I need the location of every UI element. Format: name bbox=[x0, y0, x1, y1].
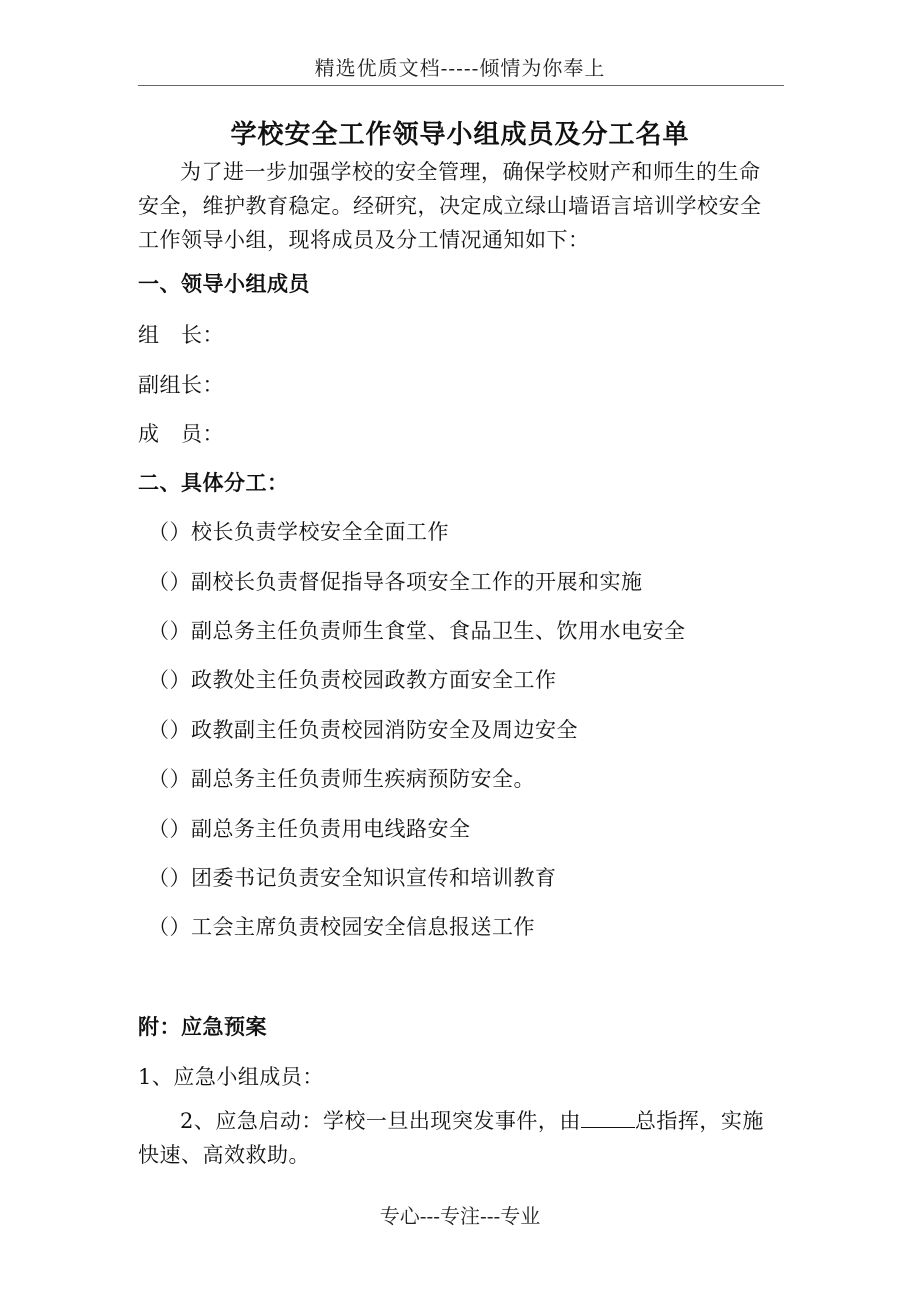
emergency-start-text-before: 2、应急启动：学校一旦出现突发事件，由 bbox=[180, 1109, 581, 1133]
duty-item: （）副总务主任负责用电线路安全 bbox=[148, 817, 471, 841]
appendix-heading: 附：应急预案 bbox=[138, 1014, 267, 1039]
page-header-text: 精选优质文档-----倾情为你奉上 bbox=[314, 56, 606, 80]
duty-item: （）工会主席负责校园安全信息报送工作 bbox=[148, 915, 535, 939]
duty-item: （）政教副主任负责校园消防安全及周边安全 bbox=[148, 718, 578, 742]
member-leader: 组 长： bbox=[138, 323, 224, 347]
duty-item: （）副校长负责督促指导各项安全工作的开展和实施 bbox=[148, 570, 643, 594]
section-duties-heading: 二、具体分工： bbox=[138, 470, 289, 495]
intro-paragraph: 为了进一步加强学校的安全管理，确保学校财产和师生的生命安全，维护教育稳定。经研究，决定成立绿山墙语言培训学校安全工作领导小组，现将成员及分工情况通知如下： bbox=[138, 160, 762, 252]
duty-item: （）政教处主任负责校园政教方面安全工作 bbox=[148, 668, 557, 692]
section-leadership-heading: 一、领导小组成员 bbox=[138, 271, 310, 296]
page-footer-text: 专心---专注---专业 bbox=[379, 1204, 541, 1228]
emergency-start-text-after: 总指挥，实施快速、高效救助。 bbox=[138, 1109, 764, 1167]
emergency-start-paragraph bbox=[138, 1104, 778, 1172]
document-title: 学校安全工作领导小组成员及分工名单 bbox=[230, 120, 690, 150]
duty-item: （）副总务主任负责师生食堂、食品卫生、饮用水电安全 bbox=[148, 619, 686, 643]
member-members: 成 员： bbox=[138, 422, 224, 446]
emergency-members-line: 1、应急小组成员： bbox=[138, 1065, 324, 1089]
duty-item: （）团委书记负责安全知识宣传和培训教育 bbox=[148, 866, 557, 890]
member-deputy-leader: 副组长： bbox=[138, 373, 224, 397]
duty-item: （）校长负责学校安全全面工作 bbox=[148, 520, 449, 544]
blank-underline bbox=[581, 1107, 635, 1128]
duty-item: （）副总务主任负责师生疾病预防安全。 bbox=[148, 767, 535, 791]
header-divider bbox=[138, 85, 784, 86]
